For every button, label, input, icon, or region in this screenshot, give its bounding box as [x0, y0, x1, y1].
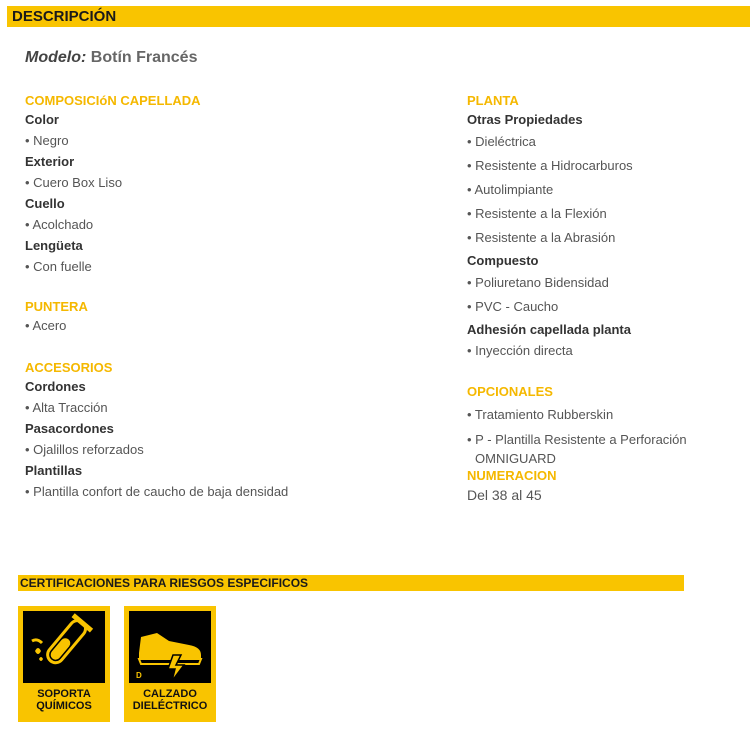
cuello-label: Cuello	[25, 196, 65, 211]
description-header: DESCRIPCIÓN	[7, 6, 750, 27]
badge-caption-line1: SOPORTA	[37, 688, 91, 700]
model-label: Modelo:	[25, 49, 87, 66]
cordones-value: • Alta Tracción	[25, 400, 108, 415]
badge-caption-line2: DIELÉCTRICO	[132, 700, 208, 712]
adhesion-label: Adhesión capellada planta	[467, 322, 631, 337]
dielectric-mark: D	[136, 671, 142, 680]
numeracion-value: Del 38 al 45	[467, 487, 542, 503]
color-label: Color	[25, 112, 59, 127]
puntera-value: • Acero	[25, 318, 67, 333]
list-item: • PVC - Caucho	[467, 299, 559, 314]
list-item: • Autolimpiante	[467, 182, 554, 197]
pasacordones-value: • Ojalillos reforzados	[25, 442, 144, 457]
pasacordones-label: Pasacordones	[25, 421, 114, 436]
list-item: • Resistente a Hidrocarburos	[467, 158, 633, 173]
lengueta-value: • Con fuelle	[25, 259, 92, 274]
badge-icon-panel	[23, 611, 105, 683]
section-title-numeracion: NUMERACION	[467, 468, 557, 483]
badge-icon-panel	[129, 611, 211, 683]
section-title-planta: PLANTA	[467, 93, 519, 108]
badge-caption	[18, 688, 110, 712]
badge-soporta-quimicos	[18, 606, 110, 722]
badge-caption-line1: CALZADO	[143, 688, 197, 700]
plantillas-label: Plantillas	[25, 463, 83, 478]
badge-caption-line2: QUÍMICOS	[36, 700, 92, 712]
otras-propiedades-label: Otras Propiedades	[467, 112, 583, 127]
section-title-opcionales: OPCIONALES	[467, 384, 553, 399]
section-title-puntera: PUNTERA	[25, 299, 88, 314]
lengueta-label: Lengüeta	[25, 238, 83, 253]
section-title-accesorios: ACCESORIOS	[25, 360, 113, 375]
chemical-test-tube-icon	[23, 611, 105, 683]
color-value: • Negro	[25, 133, 69, 148]
plantillas-value: • Plantilla confort de caucho de baja densidad	[25, 484, 289, 499]
model-line	[25, 49, 197, 67]
opcional-line: • P - Plantilla Resistente a Perforación	[467, 432, 687, 447]
list-item: • Dieléctrica	[467, 134, 536, 149]
left-column	[25, 92, 288, 502]
badge-caption	[124, 688, 216, 712]
model-name: Botín Francés	[90, 49, 198, 66]
opcional-continuation: OMNIGUARD	[475, 451, 556, 466]
section-title-composicion: COMPOSICIóN CAPELLADA	[25, 93, 201, 108]
badge-calzado-dielectrico	[124, 606, 216, 722]
adhesion-value: • Inyección directa	[467, 343, 573, 358]
list-item: • Resistente a la Flexión	[467, 206, 607, 221]
cordones-label: Cordones	[25, 379, 86, 394]
right-column	[467, 92, 687, 506]
exterior-label: Exterior	[25, 154, 75, 169]
list-item: • Resistente a la Abrasión	[467, 230, 616, 245]
compuesto-label: Compuesto	[467, 253, 539, 268]
list-item: • Poliuretano Bidensidad	[467, 275, 609, 290]
cuello-value: • Acolchado	[25, 217, 94, 232]
exterior-value: • Cuero Box Liso	[25, 175, 123, 190]
list-item	[467, 427, 687, 467]
certificaciones-header: CERTIFICACIONES PARA RIESGOS ESPECIFICOS	[18, 575, 684, 591]
list-item: • Tratamiento Rubberskin	[467, 407, 614, 422]
